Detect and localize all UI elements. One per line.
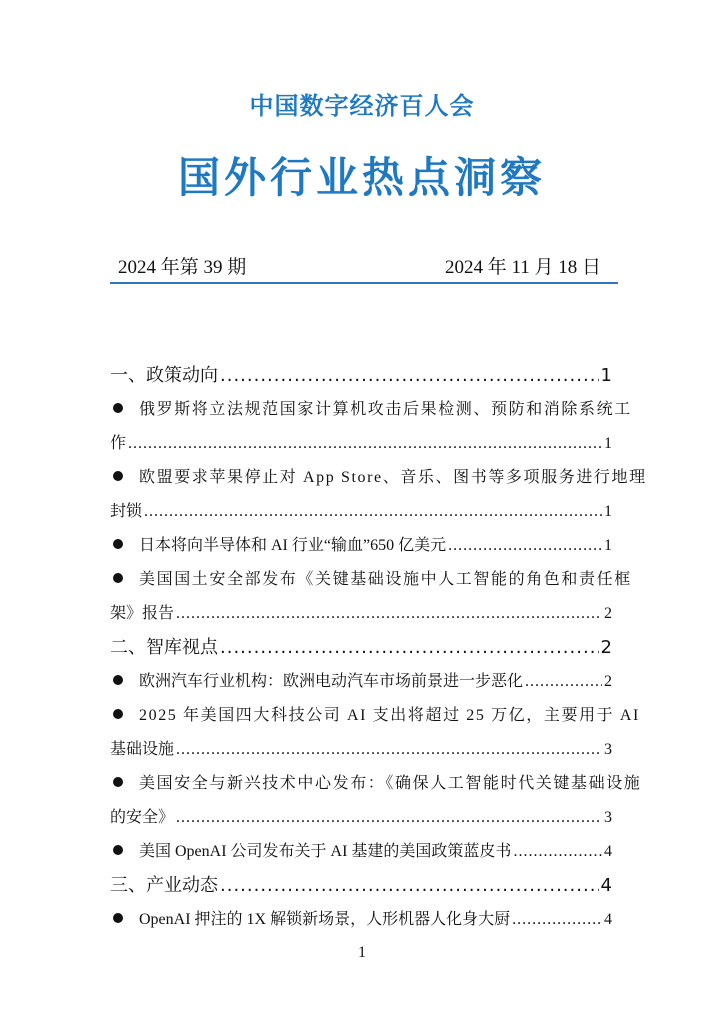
leader-dots	[220, 359, 599, 393]
toc-item-text: 欧洲汽车行业机构：欧洲电动汽车市场前景进一步恶化	[139, 673, 524, 690]
bullet-icon	[113, 913, 123, 923]
page-ref: 2	[604, 605, 612, 622]
toc-item[interactable]	[110, 461, 647, 495]
page-ref: 1	[604, 503, 612, 520]
leader-dots	[513, 835, 602, 869]
toc-item[interactable]	[110, 563, 632, 597]
toc-item-continuation[interactable]	[110, 427, 612, 461]
toc-item-text: 架》报告	[110, 605, 175, 622]
issue-number: 2024 年第 39 期	[118, 257, 247, 278]
leader-dots	[448, 529, 602, 563]
toc-item-continuation[interactable]	[110, 801, 612, 835]
organization-name: 中国数字经济百人会	[249, 92, 475, 120]
bullet-icon	[113, 675, 123, 685]
toc-item-text: 美国安全与新兴技术中心发布：《确保人工智能时代关键基础设施	[139, 775, 642, 792]
toc-item-text: 俄罗斯将立法规范国家计算机攻击后果检测、预防和消除系统工	[139, 401, 632, 418]
toc-item-text: 基础设施	[110, 741, 175, 758]
toc-item-text: 美国国土安全部发布《关键基础设施中人工智能的角色和责任框	[139, 571, 632, 588]
toc-item[interactable]	[110, 665, 612, 699]
section-title: 政策动向	[146, 365, 218, 386]
publication-title: 国外行业热点洞察	[177, 153, 546, 202]
toc-item-text: 的安全》	[110, 809, 175, 826]
section-title: 产业动态	[146, 875, 218, 896]
page-ref: 1	[604, 537, 612, 554]
toc-item[interactable]	[110, 835, 612, 869]
leader-dots	[220, 869, 599, 903]
section-title: 智库视点	[146, 637, 218, 658]
toc-item-continuation[interactable]	[110, 733, 612, 767]
page-ref: 4	[604, 843, 612, 860]
toc-item[interactable]	[110, 529, 612, 563]
leader-dots	[525, 665, 602, 699]
leader-dots	[176, 597, 602, 631]
page-ref: 3	[604, 809, 612, 826]
toc-item[interactable]	[110, 767, 642, 801]
table-of-contents	[110, 359, 647, 937]
bullet-icon	[113, 777, 123, 787]
toc-item[interactable]	[110, 699, 640, 733]
page-ref: 4	[600, 875, 612, 896]
leader-dots	[144, 495, 602, 529]
section-number: 二、	[110, 637, 146, 658]
toc-item-text: 作	[110, 435, 127, 452]
toc-section-1[interactable]	[110, 359, 612, 393]
bullet-icon	[113, 403, 123, 413]
bullet-icon	[113, 845, 123, 855]
leader-dots	[220, 631, 599, 665]
page-ref: 3	[604, 741, 612, 758]
toc-item-text: OpenAI 押注的 1X 解锁新场景，人形机器人化身大厨	[139, 911, 511, 928]
page-ref: 1	[604, 435, 612, 452]
page-ref: 1	[600, 365, 612, 386]
page-ref: 4	[604, 911, 612, 928]
issue-date: 2024 年 11 月 18 日	[444, 257, 601, 278]
bullet-icon	[113, 709, 123, 719]
toc-item-continuation[interactable]	[110, 597, 612, 631]
toc-item[interactable]	[110, 903, 612, 937]
leader-dots	[176, 801, 602, 835]
page-ref: 2	[604, 673, 612, 690]
leader-dots	[512, 903, 602, 937]
toc-item-text: 日本将向半导体和 AI 行业“输血”650 亿美元	[139, 537, 447, 554]
section-number: 三、	[110, 875, 146, 896]
issue-row	[110, 252, 615, 280]
bullet-icon	[113, 539, 123, 549]
toc-item-text: 2025 年美国四大科技公司 AI 支出将超过 25 万亿，主要用于 AI	[139, 707, 640, 724]
toc-item-text: 欧盟要求苹果停止对 App Store、音乐、图书等多项服务进行地理	[139, 469, 647, 486]
bullet-icon	[113, 573, 123, 583]
header-divider	[110, 282, 618, 284]
toc-section-3[interactable]	[110, 869, 612, 903]
section-number: 一、	[110, 365, 146, 386]
toc-section-2[interactable]	[110, 631, 612, 665]
bullet-icon	[113, 471, 123, 481]
leader-dots	[128, 427, 602, 461]
toc-item-continuation[interactable]	[110, 495, 612, 529]
toc-item-text: 封锁	[110, 503, 143, 520]
leader-dots	[176, 733, 602, 767]
toc-item-text: 美国 OpenAI 公司发布关于 AI 基建的美国政策蓝皮书	[139, 843, 512, 860]
toc-item[interactable]	[110, 393, 632, 427]
page-ref: 2	[600, 637, 612, 658]
page-number: 1	[358, 944, 366, 961]
